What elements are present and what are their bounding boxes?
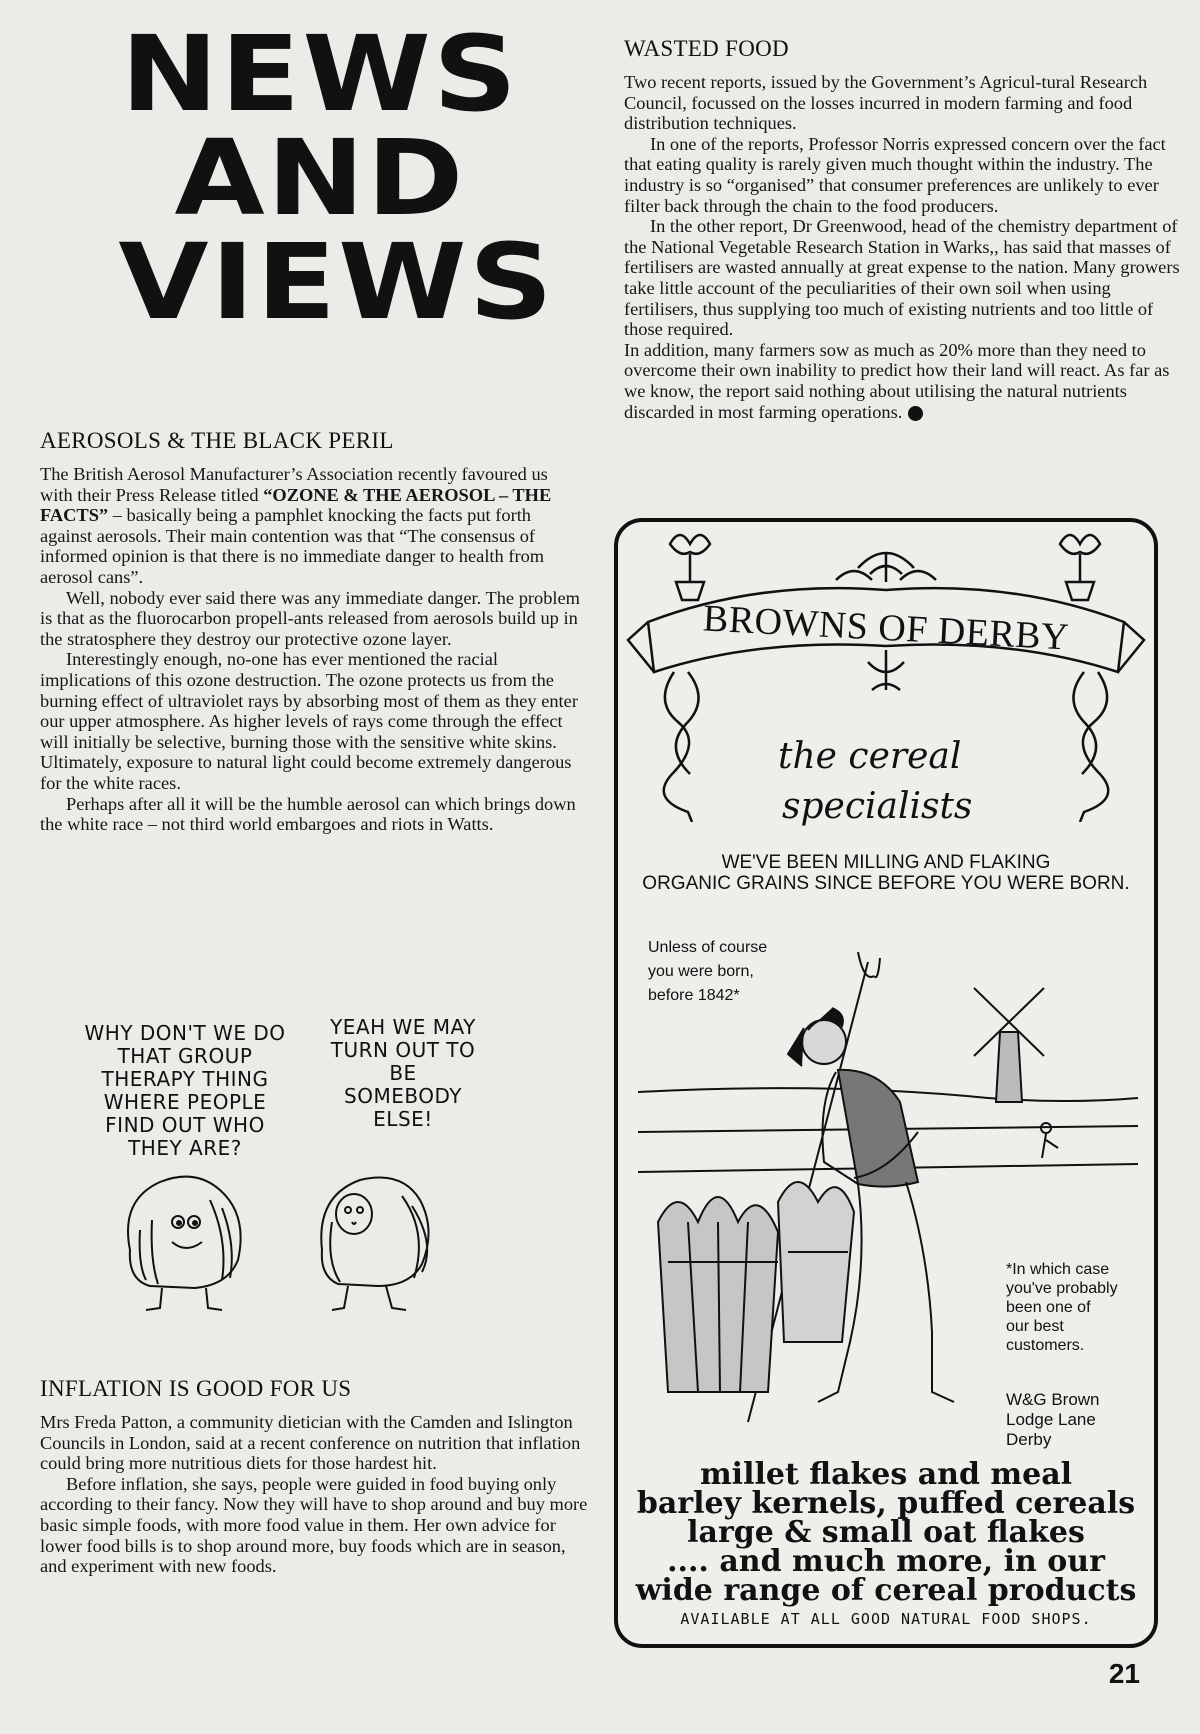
wasted-food-para-1: Two recent reports, issued by the Government’s Agricul-tural Research Council, focussed on the losses incurred in modern farming and food distribution techniques. <box>624 72 1148 134</box>
wasted-food-para-4 <box>624 340 1180 422</box>
ad-ornament-illustration <box>618 522 1154 822</box>
cartoon-right-speech: YEAH WE MAY TURN OUT TO BE SOMEBODY ELSE! <box>330 1015 476 1131</box>
aerosols-para-1 <box>40 464 585 588</box>
ad-which-case-line-5: customers. <box>1006 1337 1085 1354</box>
ad-milling-line-1: WE'VE BEEN MILLING AND FLAKING <box>721 852 1051 873</box>
ad-which-case-line-3: been one of <box>1006 1299 1091 1316</box>
ad-which-case-line-1: *In which case <box>1006 1261 1110 1278</box>
masthead <box>118 13 556 343</box>
inflation-para-1: Mrs Freda Patton, a community dietician with the Camden and Islington Councils in London, said at a recent conference on nutrition that inflation could bring more nutritious diets for those hardest hit. <box>40 1412 581 1474</box>
ad-product-line-4: .... and much more, in our <box>667 1544 1105 1579</box>
aerosols-press-release-title: “OZONE & THE AEROSOL – THE FACTS” <box>40 484 552 526</box>
farmer-harvest-illustration <box>628 922 1144 1452</box>
aerosols-heading: AEROSOLS & THE BLACK PERIL <box>40 428 394 453</box>
masthead-views: VIEWS <box>118 221 556 343</box>
article-inflation <box>40 1376 588 1577</box>
inflation-heading: INFLATION IS GOOD FOR US <box>40 1376 352 1401</box>
cartoon <box>70 1000 510 1320</box>
ad-product-line-5: wide range of cereal products <box>635 1573 1137 1608</box>
ad-brand-name: BROWNS OF DERBY <box>701 597 1071 659</box>
ad-milling-statement <box>618 852 1154 894</box>
ad-which-case-line-4: our best <box>1006 1318 1064 1335</box>
aerosols-para-4: Perhaps after all it will be the humble aerosol can which brings down the white race – not third world embargoes and riots in Watts. <box>40 793 576 835</box>
ad-product-line-1: millet flakes and meal <box>699 1457 1073 1492</box>
ad-product-list <box>622 1457 1150 1608</box>
article-end-mark-icon <box>908 406 923 421</box>
ad-address-line-1: W&G Brown <box>1006 1390 1100 1409</box>
ad-tagline-line-2: specialists <box>782 786 973 827</box>
wasted-food-para-3: In the other report, Dr Greenwood, head of the chemistry department of the National Vegetable Research Station in Warks,, has said that masses of fertilisers are wasted annually at great expense to the nation. Many growers take little account of the peculiarities of their own soil when using fertilisers, thus supplying too much of existing nutrients and too little of those required. <box>624 216 1180 340</box>
ad-address-line-2: Lodge Lane <box>1006 1410 1096 1429</box>
aerosols-para-3: Interestingly enough, no-one has ever mentioned the racial implications of this ozone destruction. The ozone protects us from the burning effect of ultraviolet rays by absorbing most of them as they enter our upper atmosphere. As higher levels of rays come through the effect will initially be selective, burning those with the sensitive white skins. Ultimately, exposure to natural light could become extremely dangerous for the white races. <box>40 649 578 793</box>
aerosols-para-1a: The British Aerosol Manufacturer’s Association recently favoured us with their Press Release titled <box>40 464 548 505</box>
ad-milling-line-2: ORGANIC GRAINS SINCE BEFORE YOU WERE BORN. <box>642 873 1130 894</box>
aerosols-para-1b: – basically being a pamphlet knocking the facts put forth against aerosols. Their main contention was that “The consensus of informed opinion is that there is no immediate danger to health from aerosol cans”. <box>40 505 545 587</box>
ad-unless-line-2: you were born, <box>648 963 754 980</box>
masthead-news: NEWS <box>120 13 520 135</box>
ad-address <box>1006 1390 1100 1450</box>
page-number: 21 <box>1108 1658 1140 1689</box>
ad-unless-line-3: before 1842* <box>648 987 740 1004</box>
inflation-para-2: Before inflation, she says, people were guided in food buying only according to their fancy. Now they will have to shop around and buy more basic simple foods, with more food value in them. Her own advice for lower food bills is to shop around more, buy foods which are in season, and experiment with new foods. <box>40 1473 588 1577</box>
browns-of-derby-advertisement <box>614 518 1158 1648</box>
ad-address-line-3: Derby <box>1006 1430 1052 1449</box>
article-wasted-food <box>624 36 1180 422</box>
ad-customers-note <box>1006 1260 1118 1355</box>
cartoon-characters-illustration <box>110 1160 470 1320</box>
cartoon-left-speech: WHY DON'T WE DO THAT GROUP THERAPY THING WHERE PEOPLE FIND OUT WHO THEY ARE? <box>84 1021 286 1160</box>
article-aerosols <box>40 428 585 835</box>
wasted-food-para-4-text: In addition, many farmers sow as much as 20% more than they need to overcome their own inability to predict how their land will react. As far as we know, the report said nothing about utilising the natural nutrients discarded in most farming operations. <box>624 339 1170 422</box>
ad-product-line-3: large & small oat flakes <box>687 1515 1085 1550</box>
ad-product-line-2: barley kernels, puffed cereals <box>636 1486 1136 1521</box>
wasted-food-heading: WASTED FOOD <box>624 36 789 61</box>
aerosols-para-2: Well, nobody ever said there was any immediate danger. The problem is that as the fluorocarbon propell-ants released from aerosols build up in the stratosphere they destroy our protective ozone layer. <box>40 587 580 649</box>
ad-unless-line-1: Unless of course <box>648 939 768 956</box>
wasted-food-para-2: In one of the reports, Professor Norris expressed concern over the fact that eating quality is rarely given much thought within the industry. The industry is so “organised” that consumer preferences are unlikely to ever filter back through the chain to the food producers. <box>624 133 1166 216</box>
ad-which-case-line-2: you've probably <box>1006 1280 1118 1297</box>
ad-tagline-line-1: the cereal <box>778 736 962 777</box>
masthead-and: AND <box>174 117 466 239</box>
ad-availability: AVAILABLE AT ALL GOOD NATURAL FOOD SHOPS. <box>680 1610 1092 1628</box>
